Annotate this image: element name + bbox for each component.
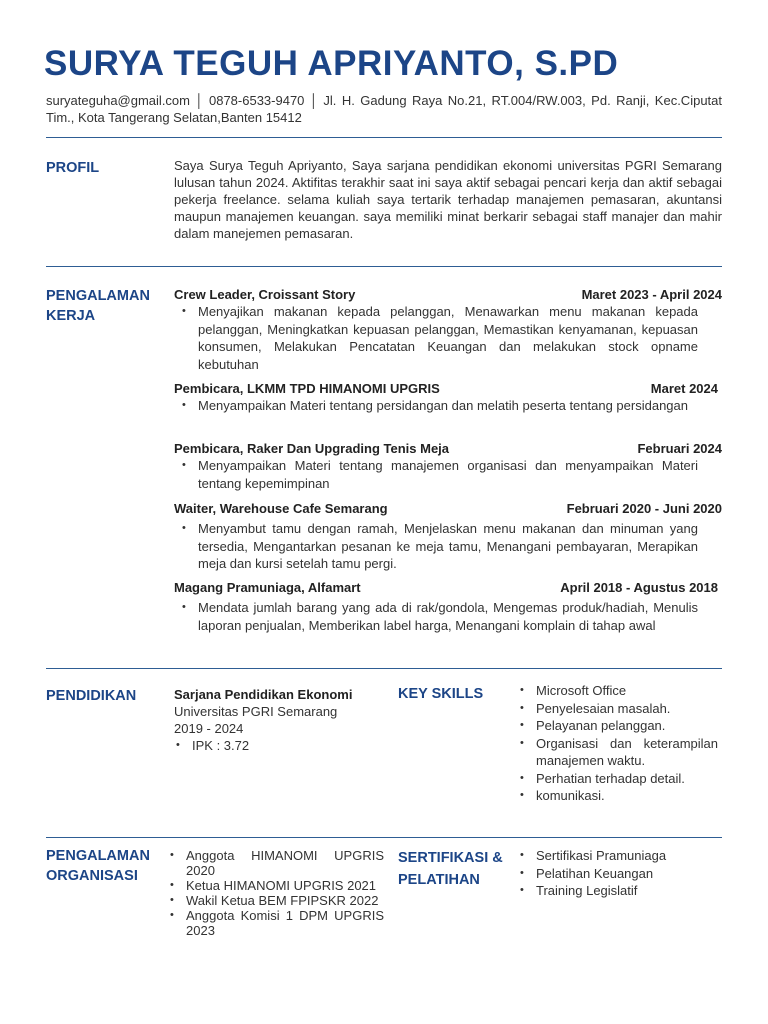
- job-bullet: • Mendata jumlah barang yang ada di rak/gondola, Mengemas produk/hadiah, Menulis laporan penjualan, Memberikan label harga, Menangani komplain di tahap awal: [174, 599, 698, 634]
- job-header: [174, 500, 722, 517]
- section-label-line: PENGALAMAN: [46, 848, 150, 864]
- candidate-name: SURYA TEGUH APRIYANTO, S.PD: [44, 44, 619, 83]
- organization-list: [162, 848, 384, 938]
- certification-item: • Pelatihan Keuangan: [512, 865, 718, 883]
- job-bullet: • Menyampaikan Materi tentang persidangan dan melatih peserta tentang persidangan: [174, 397, 698, 415]
- degree: Sarjana Pendidikan Ekonomi: [174, 687, 353, 702]
- divider: [46, 837, 722, 838]
- profile-summary: Saya Surya Teguh Apriyanto, Saya sarjana pendidikan ekonomi universitas PGRI Semarang lulusan tahun 2024. Aktifitas terakhir saat ini saya aktif sebagai pencari kerja dan aktif sebagai pekerja freelance. selama kuliah saya tertarik terhadap manajemen pemasaran, akuntansi maupun manajemen keuangan. saya memiliki minat berkarir sebagai staff manajer dan mahir dalam manejemen pemasaran.: [174, 158, 722, 241]
- job-entry: [174, 286, 722, 373]
- job-date: Februari 2020 - Juni 2020: [566, 501, 722, 516]
- job-header: [174, 286, 722, 303]
- education-entry: [174, 686, 384, 755]
- skill-item: • Organisasi dan keterampilan manajemen waktu.: [512, 735, 718, 770]
- section-label-line: KERJA: [46, 308, 96, 324]
- study-years: 2019 - 2024: [174, 721, 244, 736]
- job-entry: [174, 380, 722, 415]
- organization-item: • Wakil Ketua BEM FPIPSKR 2022: [162, 893, 384, 908]
- section-label-certification: [398, 847, 503, 891]
- section-label-organization: [46, 846, 150, 886]
- section-label-profile: PROFIL: [46, 160, 100, 176]
- gpa: • IPK : 3.72: [168, 737, 384, 755]
- job-date: Februari 2024: [637, 441, 722, 456]
- job-date: Maret 2023 - April 2024: [581, 287, 722, 302]
- section-label-education: PENDIDIKAN: [46, 688, 137, 704]
- organization-item: • Ketua HIMANOMI UPGRIS 2021: [162, 878, 384, 893]
- section-label-line: SERTIFIKASI &: [398, 850, 503, 866]
- job-date: Maret 2024: [650, 381, 718, 396]
- certification-item: • Sertifikasi Pramuniaga: [512, 847, 718, 865]
- certification-list: [512, 847, 718, 900]
- job-title: Pembicara, Raker Dan Upgrading Tenis Meja: [174, 441, 450, 456]
- job-title: Waiter, Warehouse Cafe Semarang: [174, 501, 388, 516]
- job-bullet: • Menyajikan makanan kepada pelanggan, Menawarkan menu makanan kepada pelanggan, Meningkatkan kepuasan pelanggan, Memastikan kenyamanan, kepuasan konsumen, Melakukan Pencatatan Keuangan dan melakukan stock opname kebutuhan: [174, 303, 698, 373]
- job-date: April 2018 - Agustus 2018: [560, 580, 718, 595]
- divider: [46, 266, 722, 267]
- divider: [46, 137, 722, 138]
- skills-list: [512, 682, 718, 805]
- job-bullet: • Menyampaikan Materi tentang manajemen organisasi dan menyampaikan Materi tentang kepemimpinan: [174, 457, 698, 492]
- job-header: [174, 440, 722, 457]
- skill-item: • komunikasi.: [512, 787, 718, 805]
- skill-item: • Microsoft Office: [512, 682, 718, 700]
- job-title: Pembicara, LKMM TPD HIMANOMI UPGRIS: [174, 381, 440, 396]
- organization-item: • Anggota HIMANOMI UPGRIS 2020: [162, 848, 384, 878]
- job-entry: [174, 500, 722, 573]
- section-label-line: PELATIHAN: [398, 872, 480, 888]
- section-label-line: ORGANISASI: [46, 868, 138, 884]
- skill-item: • Perhatian terhadap detail.: [512, 770, 718, 788]
- organization-item: • Anggota Komisi 1 DPM UPGRIS 2023: [162, 908, 384, 938]
- job-entry: [174, 440, 722, 492]
- section-label-line: PENGALAMAN: [46, 288, 150, 304]
- divider: [46, 668, 722, 669]
- skill-item: • Penyelesaian masalah.: [512, 700, 718, 718]
- skill-item: • Pelayanan pelanggan.: [512, 717, 718, 735]
- job-header: [174, 380, 718, 397]
- section-label-experience: [46, 286, 150, 326]
- job-bullet: • Menyambut tamu dengan ramah, Menjelaskan menu makanan dan minuman yang tersedia, Mengantarkan pesanan ke meja tamu, Menangani pembayaran, Merapikan meja dan kursi setelah tamu pergi.: [174, 520, 698, 573]
- job-header: [174, 579, 718, 596]
- certification-item: • Training Legislatif: [512, 882, 718, 900]
- job-entry: [174, 579, 722, 634]
- job-title: Crew Leader, Croissant Story: [174, 287, 356, 302]
- contact-info: suryateguha@gmail.com │ 0878-6533-9470 │ Jl. H. Gadung Raya No.21, RT.004/RW.003, Pd. Ranji, Kec.Ciputat Tim., Kota Tangerang Selatan,Banten 15412: [46, 93, 722, 125]
- job-title: Magang Pramuniaga, Alfamart: [174, 580, 361, 595]
- section-label-skills: KEY SKILLS: [398, 686, 484, 702]
- school: Universitas PGRI Semarang: [174, 704, 338, 719]
